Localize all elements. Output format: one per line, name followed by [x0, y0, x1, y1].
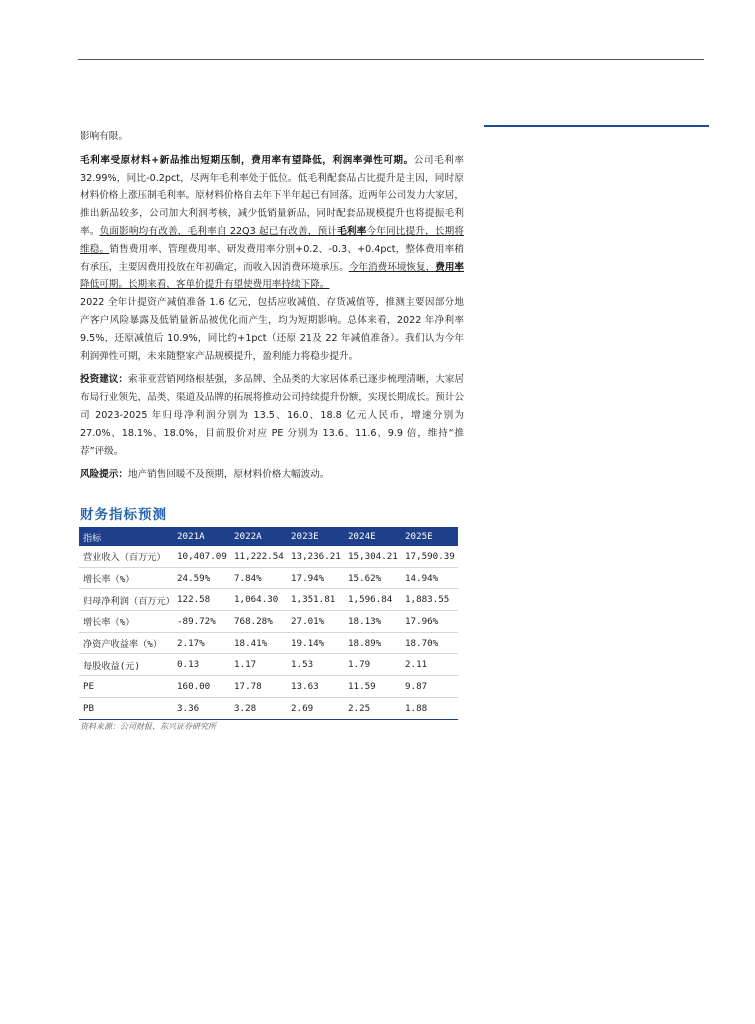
row-label: 增长率（%）	[79, 611, 173, 633]
paragraph-investment	[80, 371, 464, 460]
table-row	[79, 697, 458, 719]
table-cell: 18.89%	[344, 632, 401, 654]
table-cell: 0.13	[173, 654, 230, 676]
table-cell: 9.87	[401, 676, 458, 698]
row-label: 净资产收益率（%）	[79, 632, 173, 654]
table-cell: 18.13%	[344, 611, 401, 633]
paragraph-impairment: 2022 全年计提资产减值准备 1.6 亿元，包括应收减值、存货减值等，推测主要因部分地产客户风险暴露及低销量新品被优化而产生，均为短期影响。总体来看，2022 年净利率 9.5%，还原减值后 10.9%，同比约+1pct（还原 21及 22 年减值准备）。我们认为今年利润弹性可期，未来随整家产品规模提升，盈利能力将稳步提升。	[80, 297, 464, 362]
margin-text-u1: 负面影响均有改善，毛利率自 22Q3 起已有改善，预计	[99, 225, 338, 237]
table-cell: 17.96%	[401, 611, 458, 633]
sidebar-rule	[484, 125, 709, 127]
table-cell: 1.53	[287, 654, 344, 676]
table-cell: 2.69	[287, 697, 344, 719]
table-cell: 3.28	[230, 697, 287, 719]
table-header-row	[79, 527, 458, 546]
table-cell: 160.00	[173, 676, 230, 698]
margin-text-ub2: 费用率	[435, 261, 465, 273]
row-label: PE	[79, 676, 173, 698]
margin-text-b: 销售费用率、管理费用率、研发费用率分别+0.2、-0.3、+0.4pct，整体费用率稍有承压，主要因费用投放在年初确定，而收入因消费环境承压。	[80, 243, 465, 273]
table-cell: 1,351.81	[287, 589, 344, 611]
margin-text-u4: 降低可期。长期来看，客单价提升有望使费用率持续下降。	[80, 279, 330, 291]
table-cell: 1.79	[344, 654, 401, 676]
paragraph-0: 影响有限。	[80, 131, 128, 142]
row-label: 增长率（%）	[79, 567, 173, 589]
risk-text: 地产销售回暖不及预期，原材料价格大幅波动。	[127, 469, 330, 481]
margin-text-u2: 今年同比提升，长期将维稳。	[80, 225, 465, 255]
table-cell: 1,596.84	[344, 589, 401, 611]
table-cell: 1,064.30	[230, 589, 287, 611]
investment-heading: 投资建议：	[80, 374, 129, 386]
table-cell: 15,304.21	[344, 546, 401, 567]
table-row	[79, 676, 458, 698]
table-cell: 13,236.21	[287, 546, 344, 567]
table-cell: -89.72%	[173, 611, 230, 633]
margin-heading: 毛利率受原材料+新品推出短期压制，费用率有望降低，利润率弹性可期。	[80, 154, 414, 166]
investment-text: 索菲亚营销网络根基强，多品牌、全品类的大家居体系已逐步梳理清晰，大家居布局行业领先，品类、渠道及品牌的拓展将推动公司持续提升份额，实现长期成长。预计公司 2023-2025 年归母净利润分别为 13.5、16.0、18.8 亿元人民币，增速分别为 27.0%、18.1%、18.0%，目前股价对应 PE 分别为 13.6、11.6、9.9 倍，维持“推荐”评级。	[80, 374, 465, 457]
header-cell: 2023E	[287, 527, 344, 546]
row-label: 归母净利润（百万元）	[79, 589, 173, 611]
table-cell: 11,222.54	[230, 546, 287, 567]
header-cell: 2025E	[401, 527, 458, 546]
table-cell: 18.41%	[230, 632, 287, 654]
row-label: 每股收益(元)	[79, 654, 173, 676]
header-cell: 2022A	[230, 527, 287, 546]
table-cell: 11.59	[344, 676, 401, 698]
section-title: 财务指标预测	[80, 507, 167, 523]
table-cell: 3.36	[173, 697, 230, 719]
table-cell: 17.78	[230, 676, 287, 698]
header-cell: 2024E	[344, 527, 401, 546]
paragraph-margin	[80, 152, 464, 294]
paragraph-risk	[80, 466, 464, 484]
table-cell: 17.94%	[287, 567, 344, 589]
table-row	[79, 654, 458, 676]
table-row	[79, 589, 458, 611]
row-label: PB	[79, 697, 173, 719]
table-cell: 1.88	[401, 697, 458, 719]
table-cell: 1,883.55	[401, 589, 458, 611]
table-cell: 15.62%	[344, 567, 401, 589]
margin-text-u3: 今年消费环境恢复，	[348, 261, 436, 273]
table-row	[79, 632, 458, 654]
table-cell: 18.70%	[401, 632, 458, 654]
header-cell: 2021A	[173, 527, 230, 546]
source-note: 资料来源：公司财报、东兴证券研究所	[80, 722, 216, 731]
header-rule	[78, 59, 704, 60]
table-row	[79, 611, 458, 633]
risk-heading: 风险提示：	[80, 469, 128, 481]
table-cell: 7.84%	[230, 567, 287, 589]
table-cell: 122.58	[173, 589, 230, 611]
header-cell: 指标	[79, 527, 173, 546]
body-text	[80, 128, 464, 484]
margin-text-ub1: 毛利率	[337, 225, 367, 237]
row-label: 营业收入（百万元）	[79, 546, 173, 567]
table-cell: 27.01%	[287, 611, 344, 633]
table-cell: 13.63	[287, 676, 344, 698]
table-row	[79, 546, 458, 567]
table-row	[79, 567, 458, 589]
table-cell: 10,407.09	[173, 546, 230, 567]
table-cell: 2.25	[344, 697, 401, 719]
margin-text-a: 公司毛利率32.99%，同比-0.2pct，尽两年毛利率处于低位。低毛利配套品占比提升是主因，同时原材料价格上涨压制毛利率。原材料价格自去年下半年起已有回落。近两年公司发力大家居，推出新品较多，公司加大利润考核，减少低销量新品，同时配套品规模提升也将提振毛利率。	[80, 154, 465, 237]
table-cell: 24.59%	[173, 567, 230, 589]
table-cell: 2.11	[401, 654, 458, 676]
financial-table	[79, 527, 458, 720]
table-cell: 1.17	[230, 654, 287, 676]
table-cell: 768.28%	[230, 611, 287, 633]
table-cell: 14.94%	[401, 567, 458, 589]
table-cell: 19.14%	[287, 632, 344, 654]
table-cell: 2.17%	[173, 632, 230, 654]
table-cell: 17,590.39	[401, 546, 458, 567]
